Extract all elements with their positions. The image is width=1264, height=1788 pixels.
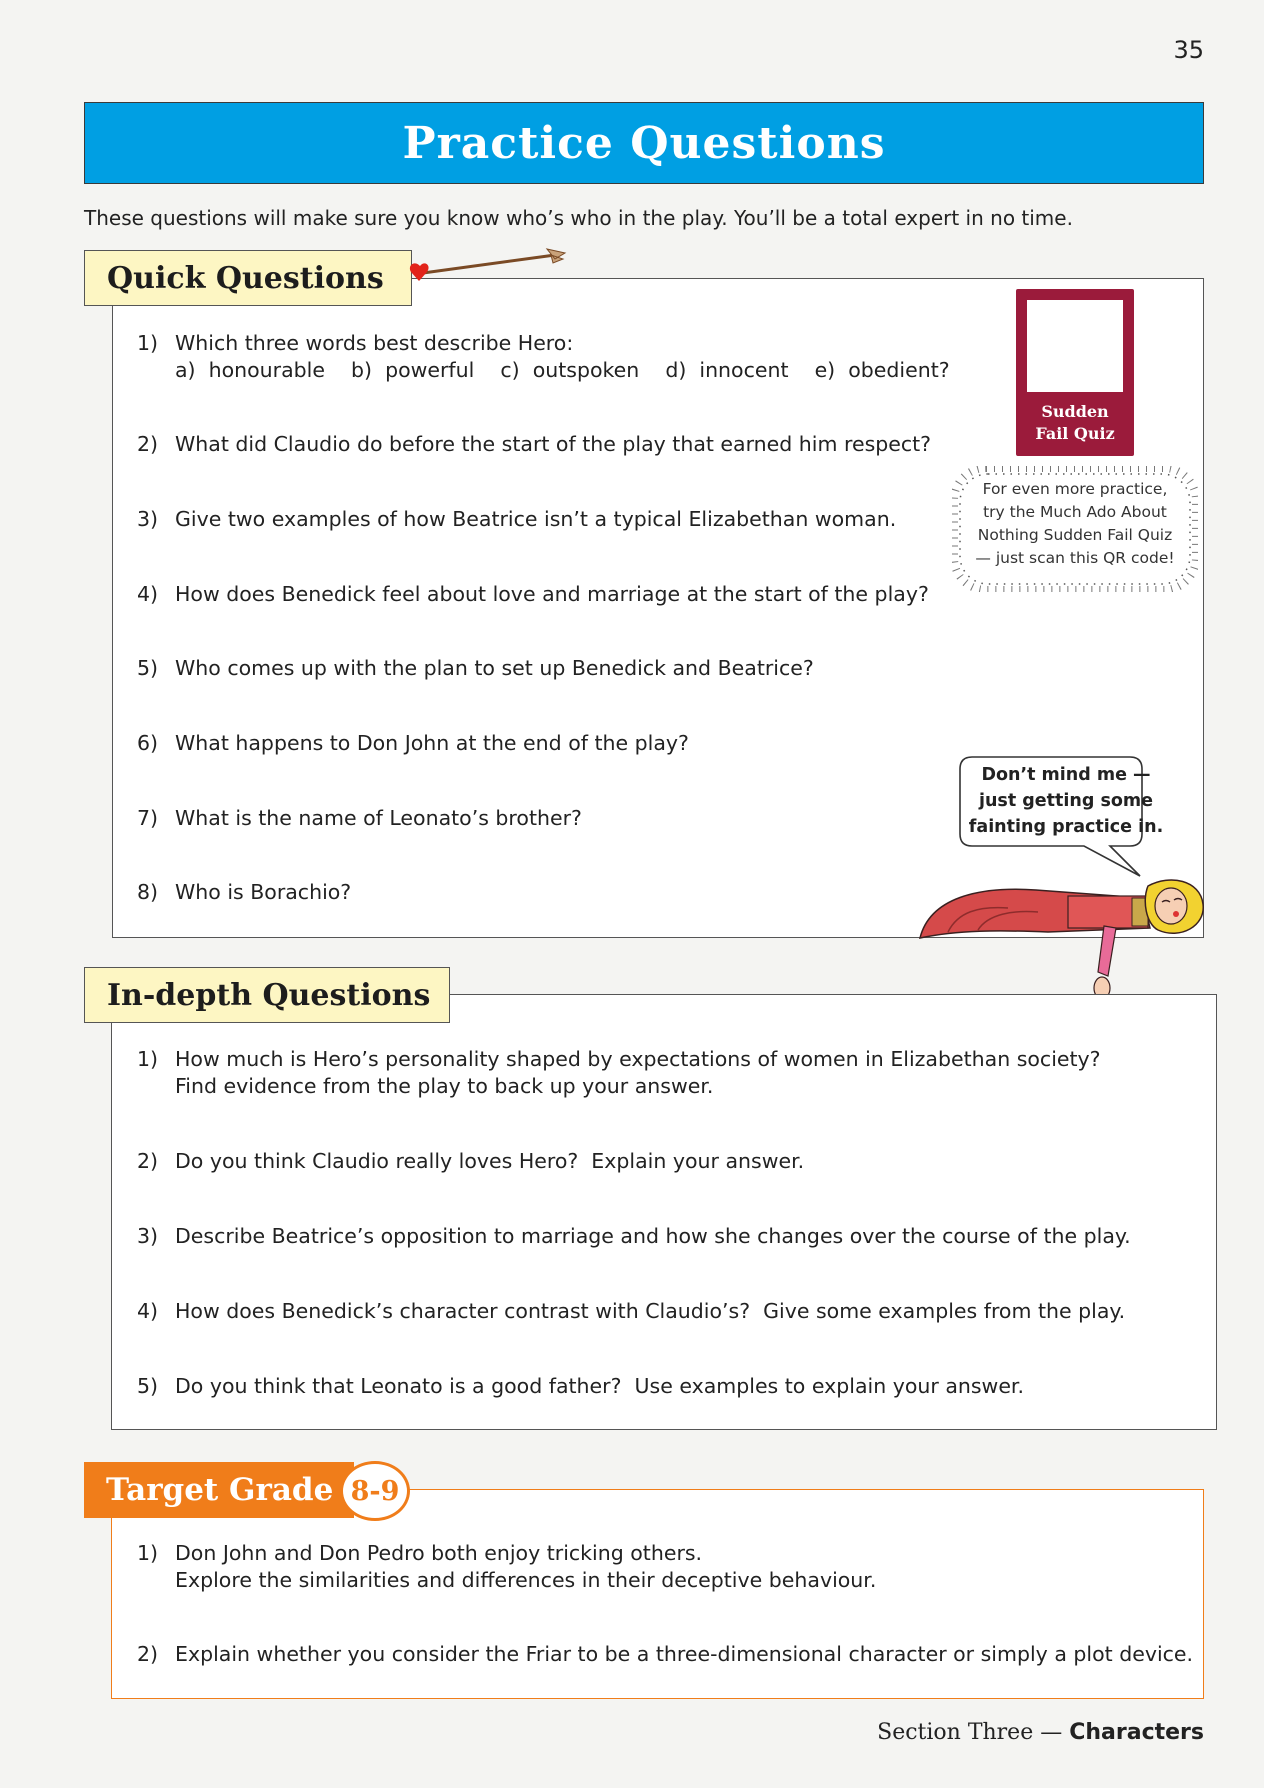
speech-bubble-text: Don’t mind me — just getting some fainting practice in. xyxy=(968,765,1164,837)
indepth-questions-tab: In-depth Questions xyxy=(84,967,450,1023)
indepth-question-3: 3) Describe Beatrice’s opposition to marriage and how she changes over the course of the play. xyxy=(137,1224,1131,1248)
intro-text: These questions will make sure you know who’s who in the play. You’ll be a total expert in no time. xyxy=(84,206,1073,230)
target-grade-tab: Target Grade xyxy=(84,1462,354,1518)
quick-question-6: 6) What happens to Don John at the end of the play? xyxy=(137,731,689,755)
page-title: Practice Questions xyxy=(402,117,886,169)
quick-question-5: 5) Who comes up with the plan to set up Benedick and Beatrice? xyxy=(137,656,814,680)
footer-section: Section Three — xyxy=(877,1720,1063,1745)
quick-question-8: 8) Who is Borachio? xyxy=(137,880,352,904)
quick-question-1: 1) Which three words best describe Hero: a) honourable b) powerful c) outspoken d) innocent e) obedient? xyxy=(137,331,950,382)
indepth-question-4: 4) How does Benedick’s character contrast with Claudio’s? Give some examples from the play. xyxy=(137,1299,1126,1323)
quick-question-3: 3) Give two examples of how Beatrice isn’t a typical Elizabethan woman. xyxy=(137,507,897,531)
qr-caption-line-1: Sudden xyxy=(1041,402,1109,421)
qr-code-card[interactable] xyxy=(1016,289,1134,456)
indepth-question-1: 1) How much is Hero’s personality shaped by expectations of women in Elizabethan society? Find evidence from the play to back up your answer. xyxy=(137,1047,1101,1098)
arrow-icon xyxy=(405,243,570,288)
quick-question-7: 7) What is the name of Leonato’s brother? xyxy=(137,806,582,830)
page-number: 35 xyxy=(1173,36,1204,64)
qr-caption-line-2: Fail Quiz xyxy=(1035,424,1115,443)
fainting-woman-illustration xyxy=(918,868,1208,1004)
quick-question-2: 2) What did Claudio do before the start of the play that earned him respect? xyxy=(137,432,932,456)
footer xyxy=(877,1720,1204,1745)
qr-code[interactable] xyxy=(1027,300,1123,392)
quick-questions-tab: Quick Questions xyxy=(84,250,412,306)
quick-question-4: 4) How does Benedick feel about love and marriage at the start of the play? xyxy=(137,582,929,606)
grade-badge: 8-9 xyxy=(340,1461,410,1521)
target-question-1: 1) Don John and Don Pedro both enjoy tricking others. Explore the similarities and differences in their deceptive behaviour. xyxy=(137,1541,877,1592)
target-question-2: 2) Explain whether you consider the Friar to be a three-dimensional character or simply a plot device. xyxy=(137,1642,1194,1666)
qr-note: For even more practice, try the Much Ado About Nothing Sudden Fail Quiz — just scan this QR code! xyxy=(975,480,1175,567)
indepth-question-5: 5) Do you think that Leonato is a good father? Use examples to explain your answer. xyxy=(137,1374,1024,1398)
indepth-question-2: 2) Do you think Claudio really loves Hero? Explain your answer. xyxy=(137,1149,805,1173)
footer-chapter: Characters xyxy=(1069,1720,1204,1745)
title-banner xyxy=(84,102,1204,184)
